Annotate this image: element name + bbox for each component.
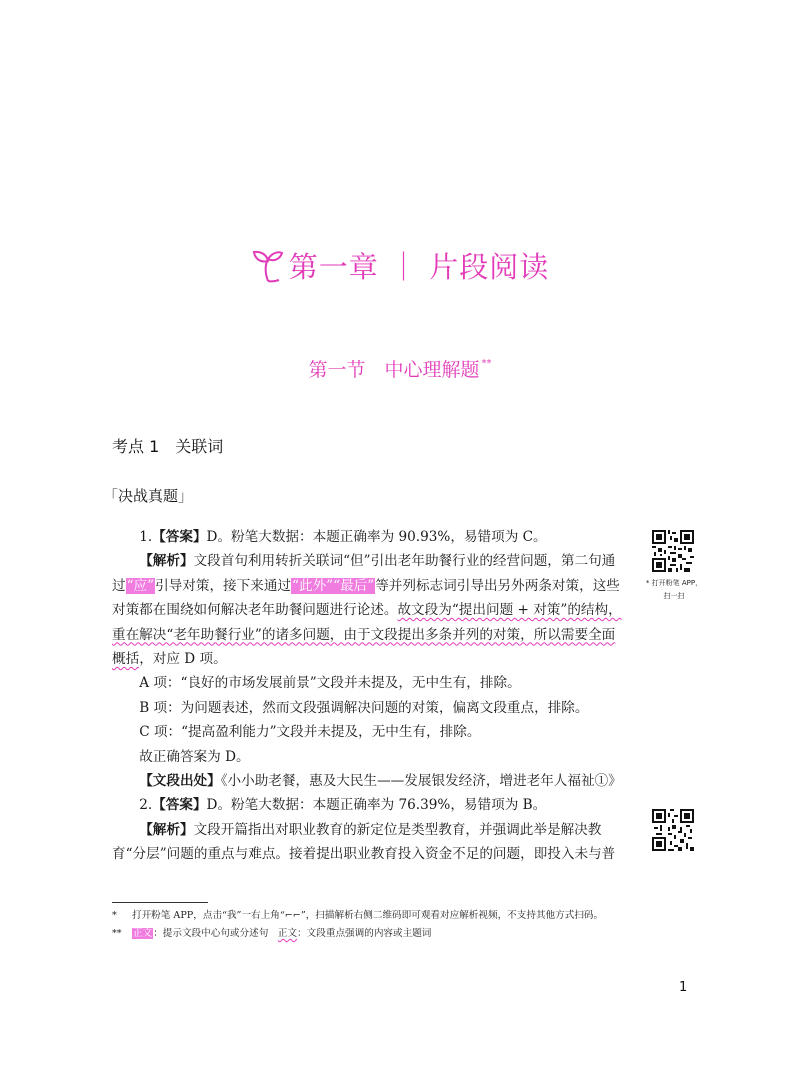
section-title-text: 第一节 中心理解题 [308,359,480,381]
chapter-title-text: 第一章 ｜ 片段阅读 [288,250,550,284]
qr-code-icon[interactable] [652,530,694,572]
q1-source-tag: 【文段出处】 [139,773,221,790]
section-title [0,355,800,382]
footnote-1 [112,908,632,923]
subheading-close-bracket: 」 [178,487,194,505]
sprout-icon [251,247,285,283]
qr-caption-line-1: * 打开粉笔 APP， [645,579,703,587]
q1-analysis-part-4: ，对应 D 项。 [139,651,227,668]
q2-analysis [112,818,626,867]
q1-source-text: 《小小助老餐，惠及大民生——发展银发经济，增进老年人福祉①》 [220,773,622,790]
footnote-1-mark: * [112,910,117,921]
subheading [103,485,193,506]
q1-option-a: A 项：“良好的市场发展前景”文段并未提及，无中生有，排除。 [139,675,521,692]
page-number: 1 [679,980,688,995]
footnote-2-text-a: ：提示文段中心句或分述句 [153,928,278,939]
qr-caption-line-2: 扫一扫 [663,592,685,600]
footnote-divider [112,902,208,903]
q1-option-b: B 项：为问题表述，然而文段强调解决问题的对策，偏离文段重点，排除。 [139,699,589,716]
footnote-2-mark: ** [112,928,122,939]
footnote-1-text-b: ”，扫描解析右侧二维码即可观看对应解析视频，不支持其他方式扫码。 [300,910,604,921]
q1-answer-tag: 【答案】 [152,529,207,545]
qr-caption [638,577,710,603]
footnotes [112,908,632,944]
q2-number: 2. [139,797,153,814]
q1-number: 1. [139,529,153,545]
subheading-open-bracket: 「 [103,487,119,505]
topic-heading: 考点 1 关联词 [112,437,224,456]
q1-analysis-part-3: 等并列标志词引导出另外两条对策，这些对策都在围绕如何解决老年助餐问题进行论述。 [112,577,620,619]
q1-source [112,769,626,793]
section-stars: ** [481,358,492,369]
q2-analysis-part-1: 文段开篇指出对职业教育的新定位是类型教育，并强调此举是解决教育“分层”问题的重点与难点。接着提出职业教育投入资金不足的问题，即投入未与普 [112,821,616,863]
q1-highlight-1: “应” [126,577,155,594]
q1-analysis-tag: 【解析】 [139,553,194,570]
q1-analysis-part-1: 文段首句利用转折关联词“但”引出老年助餐行业的经营问题，第二句通过 [112,553,616,594]
q1-conclusion: 故正确答案为 D。 [139,748,250,765]
q1-option-c: C 项：“提高盈利能力”文段并未提及，无中生有，排除。 [139,724,481,741]
qr-code-icon[interactable] [652,809,694,851]
q1-answer-text: D。粉笔大数据：本题正确率为 90.93%，易错项为 C。 [206,529,547,545]
q1-wavy-underline: 故文段为“提出问题 + 对策”的结构，重在解决“老年助餐行业”的诸多问题，由于文段提出多条并列的对策，所以需要全面概括 [112,602,622,668]
q1-analysis-part-2: 引导对策，接下来通过 [155,577,292,594]
subheading-text: 决战真题 [118,487,179,505]
q2-analysis-tag: 【解析】 [139,821,194,838]
footnote-1-text-a: 打开粉笔 APP，点击“我”一右上角“ [132,910,285,921]
q2-answer-tag: 【答案】 [152,797,207,814]
footnote-2-highlight-sample: 正文 [133,928,153,939]
chapter-title [0,245,800,286]
q1-highlight-2: “此外”“最后” [292,577,375,594]
q2-answer [112,793,626,817]
q2-answer-text: D。粉笔大数据：本题正确率为 76.39%，易错项为 B。 [206,797,547,814]
q1-answer [112,525,626,549]
scan-icon: ⌐⌐ [284,910,301,921]
footnote-2-text-b: ：文段重点强调的内容或主题词 [297,928,432,939]
q1-analysis [112,549,626,671]
footnote-2 [112,926,632,941]
footnote-2-wavy-sample: 正文 [277,928,298,939]
main-content [112,525,626,867]
